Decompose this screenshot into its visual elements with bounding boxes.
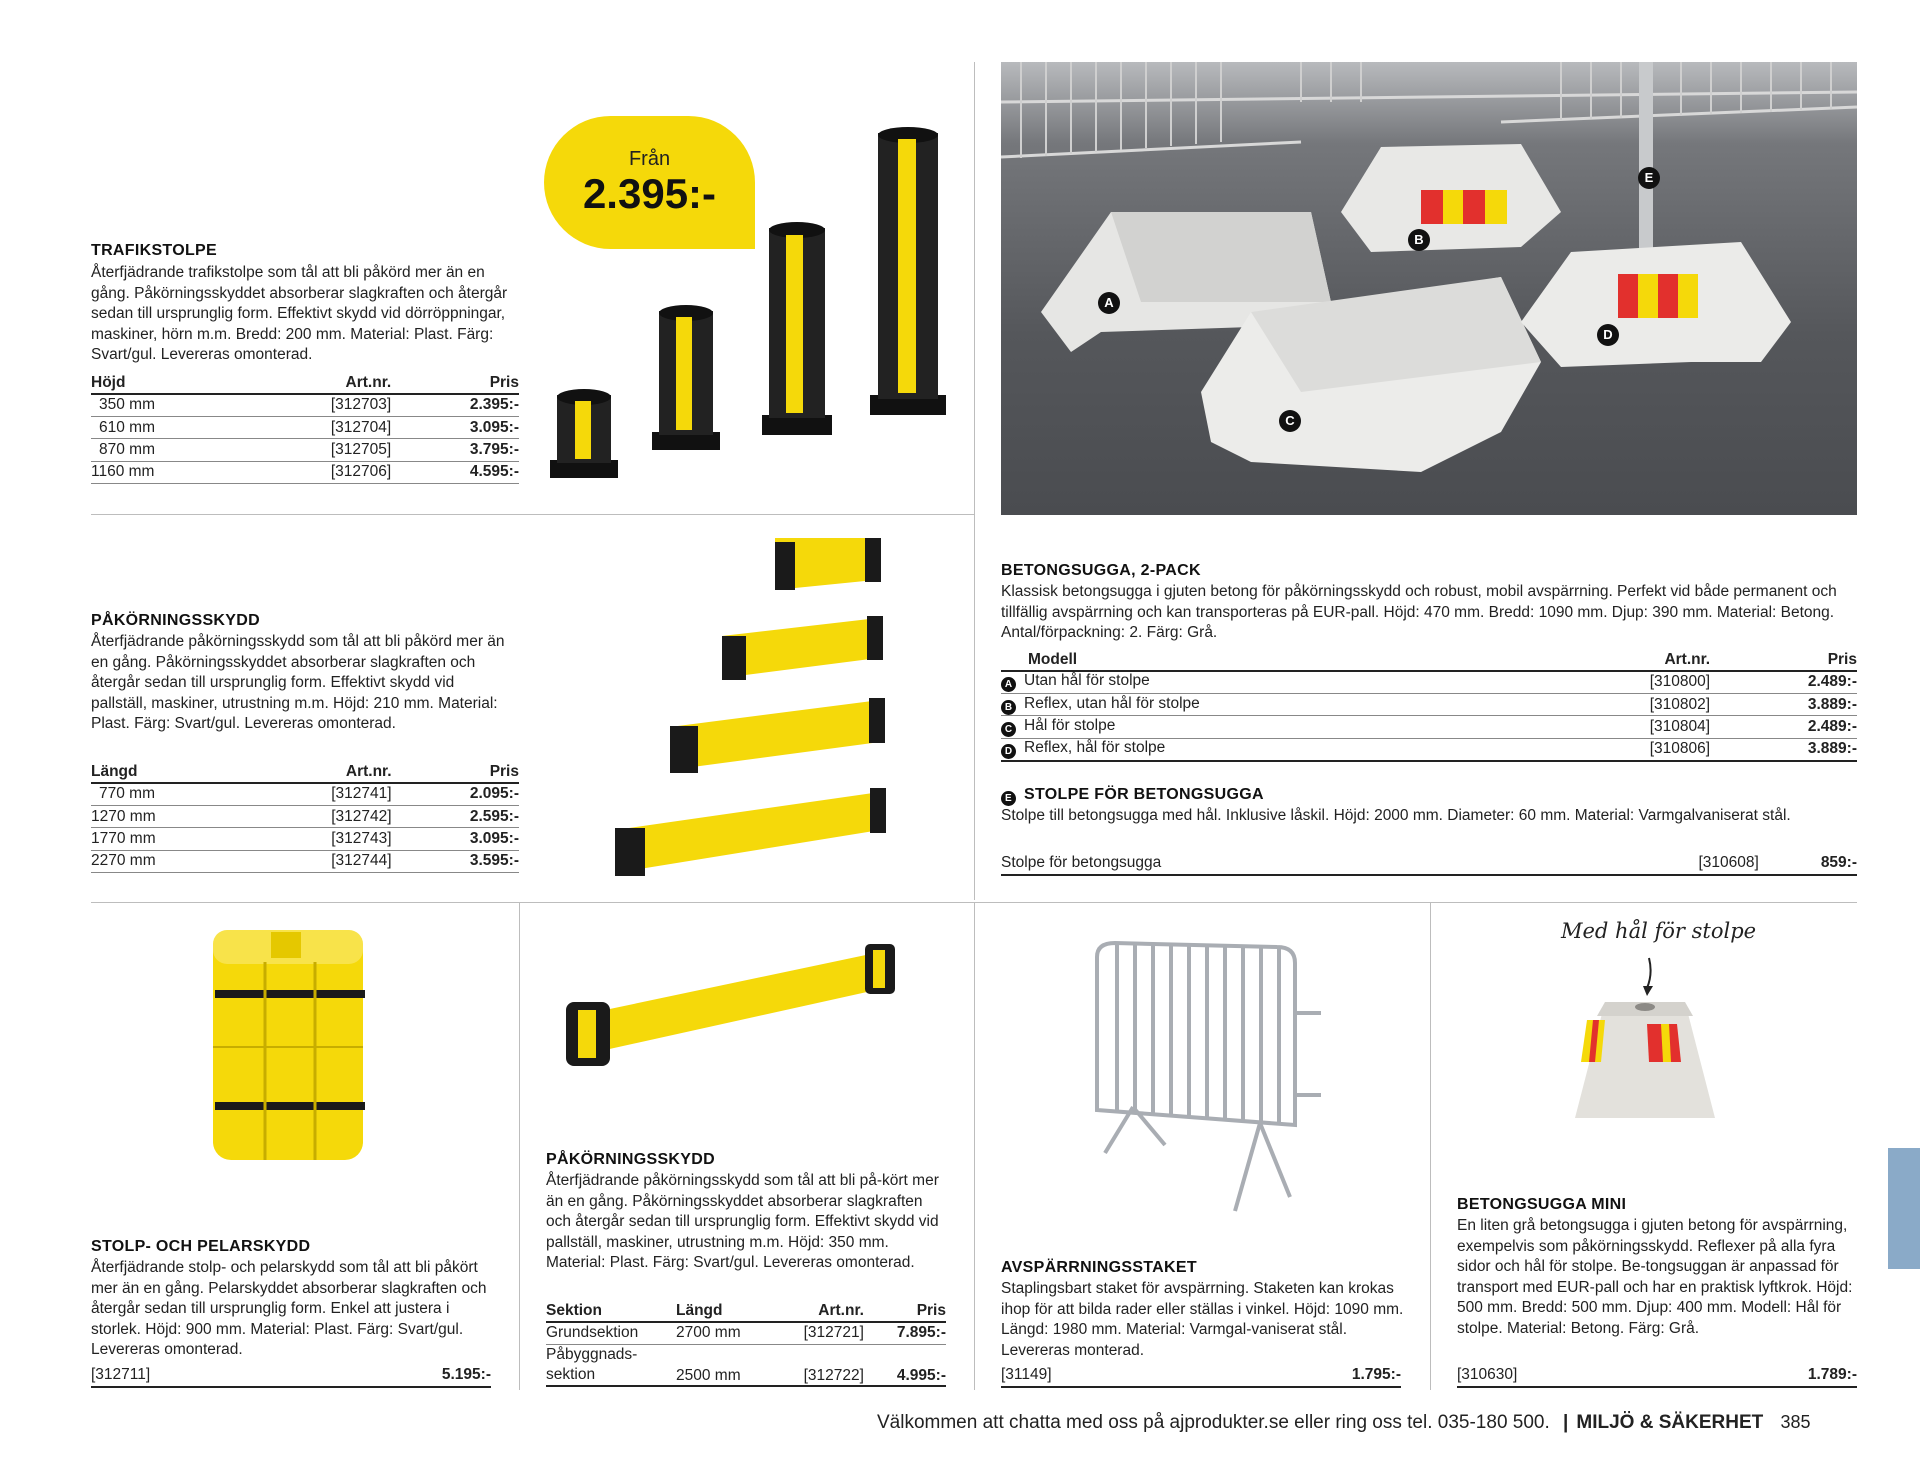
cell-model: Hål för stolpe (1024, 716, 1116, 734)
staket-description: Staplingsbart staket för avspärrning. Staketen kan krokas ihop för att bilda rader eller ställas i vinkel. Höjd: 1090 mm. Längd: 1980 mm. Material: Varmgal-vaniserat stål. Levereras monterad. (1001, 1280, 1404, 1359)
table-row (91, 416, 519, 438)
table-header: Art.nr. (771, 1300, 874, 1322)
cell-model: Reflex, hål för stolpe (1024, 739, 1166, 757)
cell-art: [310802] (1523, 693, 1729, 715)
post-610-icon (652, 305, 720, 450)
label-a: A (1098, 292, 1120, 314)
cell-size: 770 mm (91, 783, 235, 805)
fence-bars-icon (1021, 62, 1831, 158)
cell-price: 3.889:- (1728, 738, 1857, 760)
post-350-icon (550, 389, 618, 478)
cell-art: [312703] (234, 394, 409, 416)
section-tab (1888, 1148, 1920, 1269)
betongsugga-table (1001, 649, 1857, 762)
table-header: Pris (874, 1300, 946, 1322)
cell-art: [312722] (771, 1344, 874, 1386)
cell-price: 2.395:- (409, 394, 519, 416)
cell-model: Reflex, utan hål för stolpe (1024, 694, 1200, 712)
cell-art: [310806] (1523, 738, 1729, 760)
staket-image (1085, 935, 1335, 1220)
guard-770-icon (775, 538, 881, 590)
pelarskydd-art: [312711] (91, 1366, 151, 1383)
guard-1770-icon (670, 698, 885, 773)
pelarskydd-price-row (91, 1366, 491, 1388)
pakorningsskydd2-image (560, 940, 910, 1080)
cell-price: 7.895:- (874, 1322, 946, 1344)
trafikstolpe-table (91, 372, 519, 484)
betongsugga-description: Klassisk betongsugga i gjuten betong för påkörningsskydd och robust, mobil avspärrning. Perfekt vid både permanent och tillfällig avspärrning och kan transporteras på EUR-pall. Höjd: 470 mm. Bredd: 1090 mm. Djup: 390 mm. Material: Betong. Antal/förpackning: 2. Färg: Grå. (1001, 583, 1837, 642)
cell-model: Utan hål för stolpe (1024, 672, 1150, 690)
table-header: Pris (410, 761, 519, 783)
cell-price: 2.489:- (1728, 671, 1857, 693)
cell-price: 4.995:- (874, 1344, 946, 1386)
model-badge: D (1001, 744, 1016, 759)
pakorningsskydd2-description: Återfjädrande påkörningsskydd som tål att bli på-kört mer än en gång. Påkörningsskyddet absorberar slagkraften och återgår sedan till ursprunglig form. Effektivt skydd vid pallställ, maskiner, utrustning m.m. Höjd: 350 mm. Material: Plast. Färg: Svart/gul. Levereras omonterad. (546, 1172, 939, 1272)
table-row (91, 394, 519, 416)
footer-section: MILJÖ & SÄKERHET (1576, 1412, 1764, 1433)
stolpe-title-row (1001, 786, 1264, 806)
cell-art: [310804] (1523, 716, 1729, 738)
cell-art: [312706] (234, 461, 409, 483)
trafikstolpe-image (540, 125, 960, 490)
pakorningsskydd1-table (91, 761, 519, 873)
table-row (91, 850, 519, 872)
table-header: Art.nr. (1523, 649, 1729, 671)
table-row (546, 1322, 946, 1344)
cell-price: 3.889:- (1728, 693, 1857, 715)
concrete-block-b-icon (1341, 144, 1561, 252)
post-870-icon (762, 222, 832, 435)
cell-size: 1770 mm (91, 828, 235, 850)
mini-price-row (1457, 1366, 1857, 1388)
stolpe-price: 859:- (1820, 854, 1857, 871)
betongsugga-photo (1001, 62, 1857, 515)
table-header: Längd (91, 761, 235, 783)
stolpe-art: [310608] (1698, 854, 1759, 871)
mini-title: BETONGSUGGA MINI (1457, 1196, 1627, 1213)
arrow-icon (1647, 958, 1651, 988)
table-header: Höjd (91, 372, 234, 394)
table-row (91, 805, 519, 827)
cell-size: 1270 mm (91, 805, 235, 827)
table-header: Sektion (546, 1300, 676, 1322)
model-badge: C (1001, 722, 1016, 737)
price-badge-price: 2.395:- (582, 170, 717, 217)
cell-size: 610 mm (91, 416, 234, 438)
table-row (546, 1344, 946, 1386)
pelarskydd-price: 5.195:- (441, 1366, 491, 1383)
pakorningsskydd2-title: PÅKÖRNINGSSKYDD (546, 1151, 715, 1168)
cell-art: [312741] (235, 783, 410, 805)
guard-2270-icon (615, 788, 886, 876)
betongsugga-title: BETONGSUGGA, 2-PACK (1001, 562, 1201, 579)
label-b: B (1408, 229, 1430, 251)
mini-price: 1.789:- (1807, 1366, 1857, 1383)
table-header: Längd (676, 1300, 771, 1322)
staket-art: [31149] (1001, 1366, 1052, 1383)
table-row (1001, 693, 1857, 715)
label-e: E (1638, 167, 1660, 189)
cell-art: [312721] (771, 1322, 874, 1344)
pelarskydd-title: STOLP- OCH PELARSKYDD (91, 1238, 311, 1255)
table-row (1001, 716, 1857, 738)
divider-bottom-1 (519, 903, 520, 1390)
staket-price-row (1001, 1366, 1401, 1388)
cell-price: 2.095:- (410, 783, 519, 805)
cell-price: 3.795:- (409, 439, 519, 461)
cell-price: 4.595:- (409, 461, 519, 483)
cell-price: 2.595:- (410, 805, 519, 827)
divider-vertical-top (974, 62, 975, 900)
stolpe-badge: E (1001, 791, 1016, 806)
table-header: Pris (409, 372, 519, 394)
table-header: Modell (1001, 649, 1523, 671)
cell-size: 350 mm (91, 394, 234, 416)
cell-length: 2700 mm (676, 1322, 771, 1344)
footer-separator: | (1563, 1412, 1569, 1433)
cell-section: Påbyggnads-sektion (546, 1344, 676, 1386)
footer (877, 1412, 1811, 1434)
cell-length: 2500 mm (676, 1344, 771, 1386)
model-badge: A (1001, 677, 1016, 692)
table-row (91, 461, 519, 483)
label-d: D (1597, 324, 1619, 346)
cell-art: [312744] (235, 850, 410, 872)
cell-art: [312704] (234, 416, 409, 438)
price-badge-from: Från (628, 148, 671, 170)
cell-art: [312705] (234, 439, 409, 461)
mini-handnote: Med hål för stolpe (1561, 919, 1757, 943)
model-badge: B (1001, 700, 1016, 715)
cell-size: 2270 mm (91, 850, 235, 872)
table-header: Art.nr. (235, 761, 410, 783)
pelarskydd-image (205, 922, 375, 1164)
pakorningsskydd1-title: PÅKÖRNINGSSKYDD (91, 612, 260, 629)
staket-title: AVSPÄRRNINGSSTAKET (1001, 1259, 1197, 1276)
mini-image (1565, 950, 1725, 1130)
cell-art: [312743] (235, 828, 410, 850)
pakorningsskydd-image (605, 530, 905, 880)
cell-art: [310800] (1523, 671, 1729, 693)
stolpe-description: Stolpe till betongsugga med hål. Inklusive låskil. Höjd: 2000 mm. Diameter: 60 mm. Material: Varmgalvaniserat stål. (1001, 807, 1791, 824)
pakorningsskydd2-table (546, 1300, 946, 1387)
cell-size: 1160 mm (91, 461, 234, 483)
divider-bottom-2 (974, 903, 975, 1390)
cell-price: 3.595:- (410, 850, 519, 872)
cell-price: 2.489:- (1728, 716, 1857, 738)
concrete-block-d-icon (1521, 242, 1791, 367)
table-row (91, 439, 519, 461)
footer-text: Välkommen att chatta med oss på ajprodukter.se eller ring oss tel. 035-180 500. (877, 1412, 1550, 1433)
stolpe-name: Stolpe för betongsugga (1001, 854, 1162, 871)
table-row (1001, 671, 1857, 693)
table-row (91, 783, 519, 805)
trafikstolpe-description: Återfjädrande trafikstolpe som tål att bli påkörd mer än en gång. Påkörningsskyddet absorberar slagkraften och återgår sedan till ursprunglig form. Effektivt skydd vid dörröppningar, maskiner, hörn m.m. Bredd: 200 mm. Material: Plast. Färg: Svart/gul. Levereras omonterad. (91, 264, 508, 364)
pakorningsskydd1-description: Återfjädrande påkörningsskydd som tål att bli påkörd mer än en gång. Påkörningsskyddet absorberar slagkraften och återgår sedan till ursprunglig form. Effektivt skydd vid pallställ, maskiner, utrustning m.m. Höjd: 210 mm. Material: Plast. Färg: Svart/gul. Levereras omonterad. (91, 633, 505, 733)
mini-description: En liten grå betongsugga i gjuten betong för avspärrning, exempelvis som påkörningsskydd. Reflexer på alla fyra sidor och hål för stolpe. Be-tongsuggan är anpassad för transport med EUR-pall och har en praktisk lyftkrok. Höjd: 500 mm. Bredd: 500 mm. Djup: 400 mm. Modell: Hål för stolpe. Material: Betong. Färg: Grå. (1457, 1217, 1853, 1337)
stolpe-price-row (1001, 854, 1857, 876)
cell-price: 3.095:- (410, 828, 519, 850)
divider-bottom-3 (1430, 903, 1431, 1390)
trafikstolpe-title: TRAFIKSTOLPE (91, 242, 217, 259)
footer-page: 385 (1780, 1412, 1811, 1432)
pelarskydd-description: Återfjädrande stolp- och pelarskydd som tål att bli påkört mer än en gång. Pelarskyddet absorberar slagkraften och återgår sedan till ursprunglig form. Enkel att justera i storlek. Höjd: 900 mm. Material: Plast. Färg: Svart/gul. Levereras omonterad. (91, 1259, 487, 1359)
cell-price: 3.095:- (409, 416, 519, 438)
mini-art: [310630] (1457, 1366, 1518, 1383)
label-c: C (1279, 410, 1301, 432)
table-row (1001, 738, 1857, 760)
table-row (91, 828, 519, 850)
cell-art: [312742] (235, 805, 410, 827)
post-1160-icon (870, 127, 946, 415)
table-header: Art.nr. (234, 372, 409, 394)
cell-size: 870 mm (91, 439, 234, 461)
stolpe-title: STOLPE FÖR BETONGSUGGA (1024, 786, 1264, 803)
table-header: Pris (1728, 649, 1857, 671)
cell-section: Grundsektion (546, 1322, 676, 1344)
divider-trafikstolpe (91, 514, 974, 515)
staket-price: 1.795:- (1351, 1366, 1401, 1383)
guard-1270-icon (722, 616, 883, 680)
